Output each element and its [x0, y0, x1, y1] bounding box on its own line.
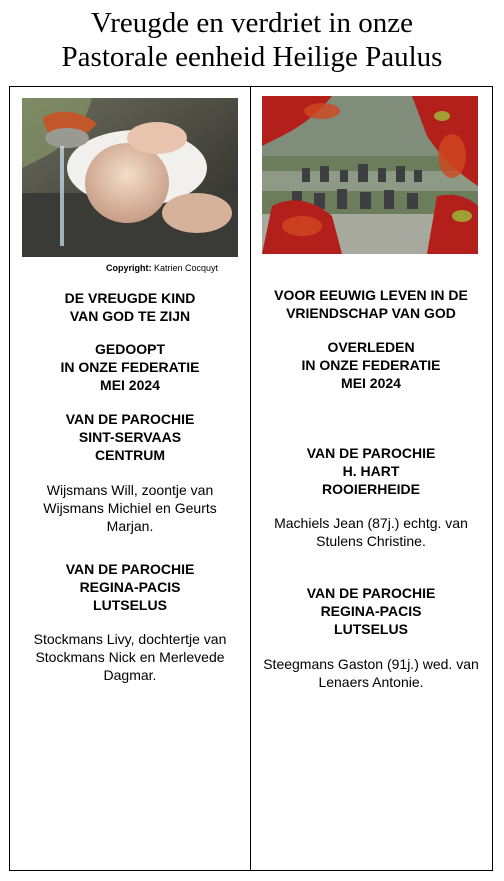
- copyright-line: [106, 263, 218, 274]
- baptism-entry-2: Stockmans Livy, dochtertje van Stockmans Nick en Merlevede Dagmar.: [33, 631, 227, 683]
- heading-parish-regina-pacis-right: VAN DE PAROCHIE REGINA-PACIS LUTSELUS: [306, 585, 436, 637]
- heading-baptized: GEDOOPT IN ONZE FEDERATIE MEI 2024: [60, 341, 200, 393]
- copyright-label: Copyright:: [106, 263, 152, 273]
- copyright-name: Katrien Cocquyt: [154, 263, 219, 273]
- heading-parish-regina-pacis-left: VAN DE PAROCHIE REGINA-PACIS LUTSELUS: [65, 561, 195, 613]
- baptism-photo-icon: [22, 98, 238, 257]
- title-line-2: Pastorale eenheid Heilige Paulus: [61, 41, 443, 73]
- page-title: [0, 6, 504, 74]
- heading-joy: DE VREUGDE KIND VAN GOD TE ZIJN: [64, 290, 196, 324]
- heading-parish-h-hart: VAN DE PAROCHIE H. HART ROOIERHEIDE: [306, 445, 436, 497]
- heading-eternal-life: VOOR EEUWIG LEVEN IN DE VRIENDSCHAP VAN GOD: [274, 287, 468, 321]
- title-line-1: Vreugde en verdriet in onze: [91, 7, 413, 39]
- baptism-entry-1: Wijsmans Will, zoontje van Wijsmans Michiel en Geurts Marjan.: [43, 482, 217, 534]
- deceased-entry-2: Steegmans Gaston (91j.) wed. van Lenaers Antonie.: [263, 656, 479, 690]
- deceased-entry-1: Machiels Jean (87j.) echtg. van Stulens Christine.: [274, 515, 468, 549]
- heading-deceased: OVERLEDEN IN ONZE FEDERATIE MEI 2024: [301, 339, 441, 391]
- cemetery-photo-icon: [262, 96, 478, 254]
- heading-parish-sint-servaas: VAN DE PAROCHIE SINT-SERVAAS CENTRUM: [65, 411, 195, 463]
